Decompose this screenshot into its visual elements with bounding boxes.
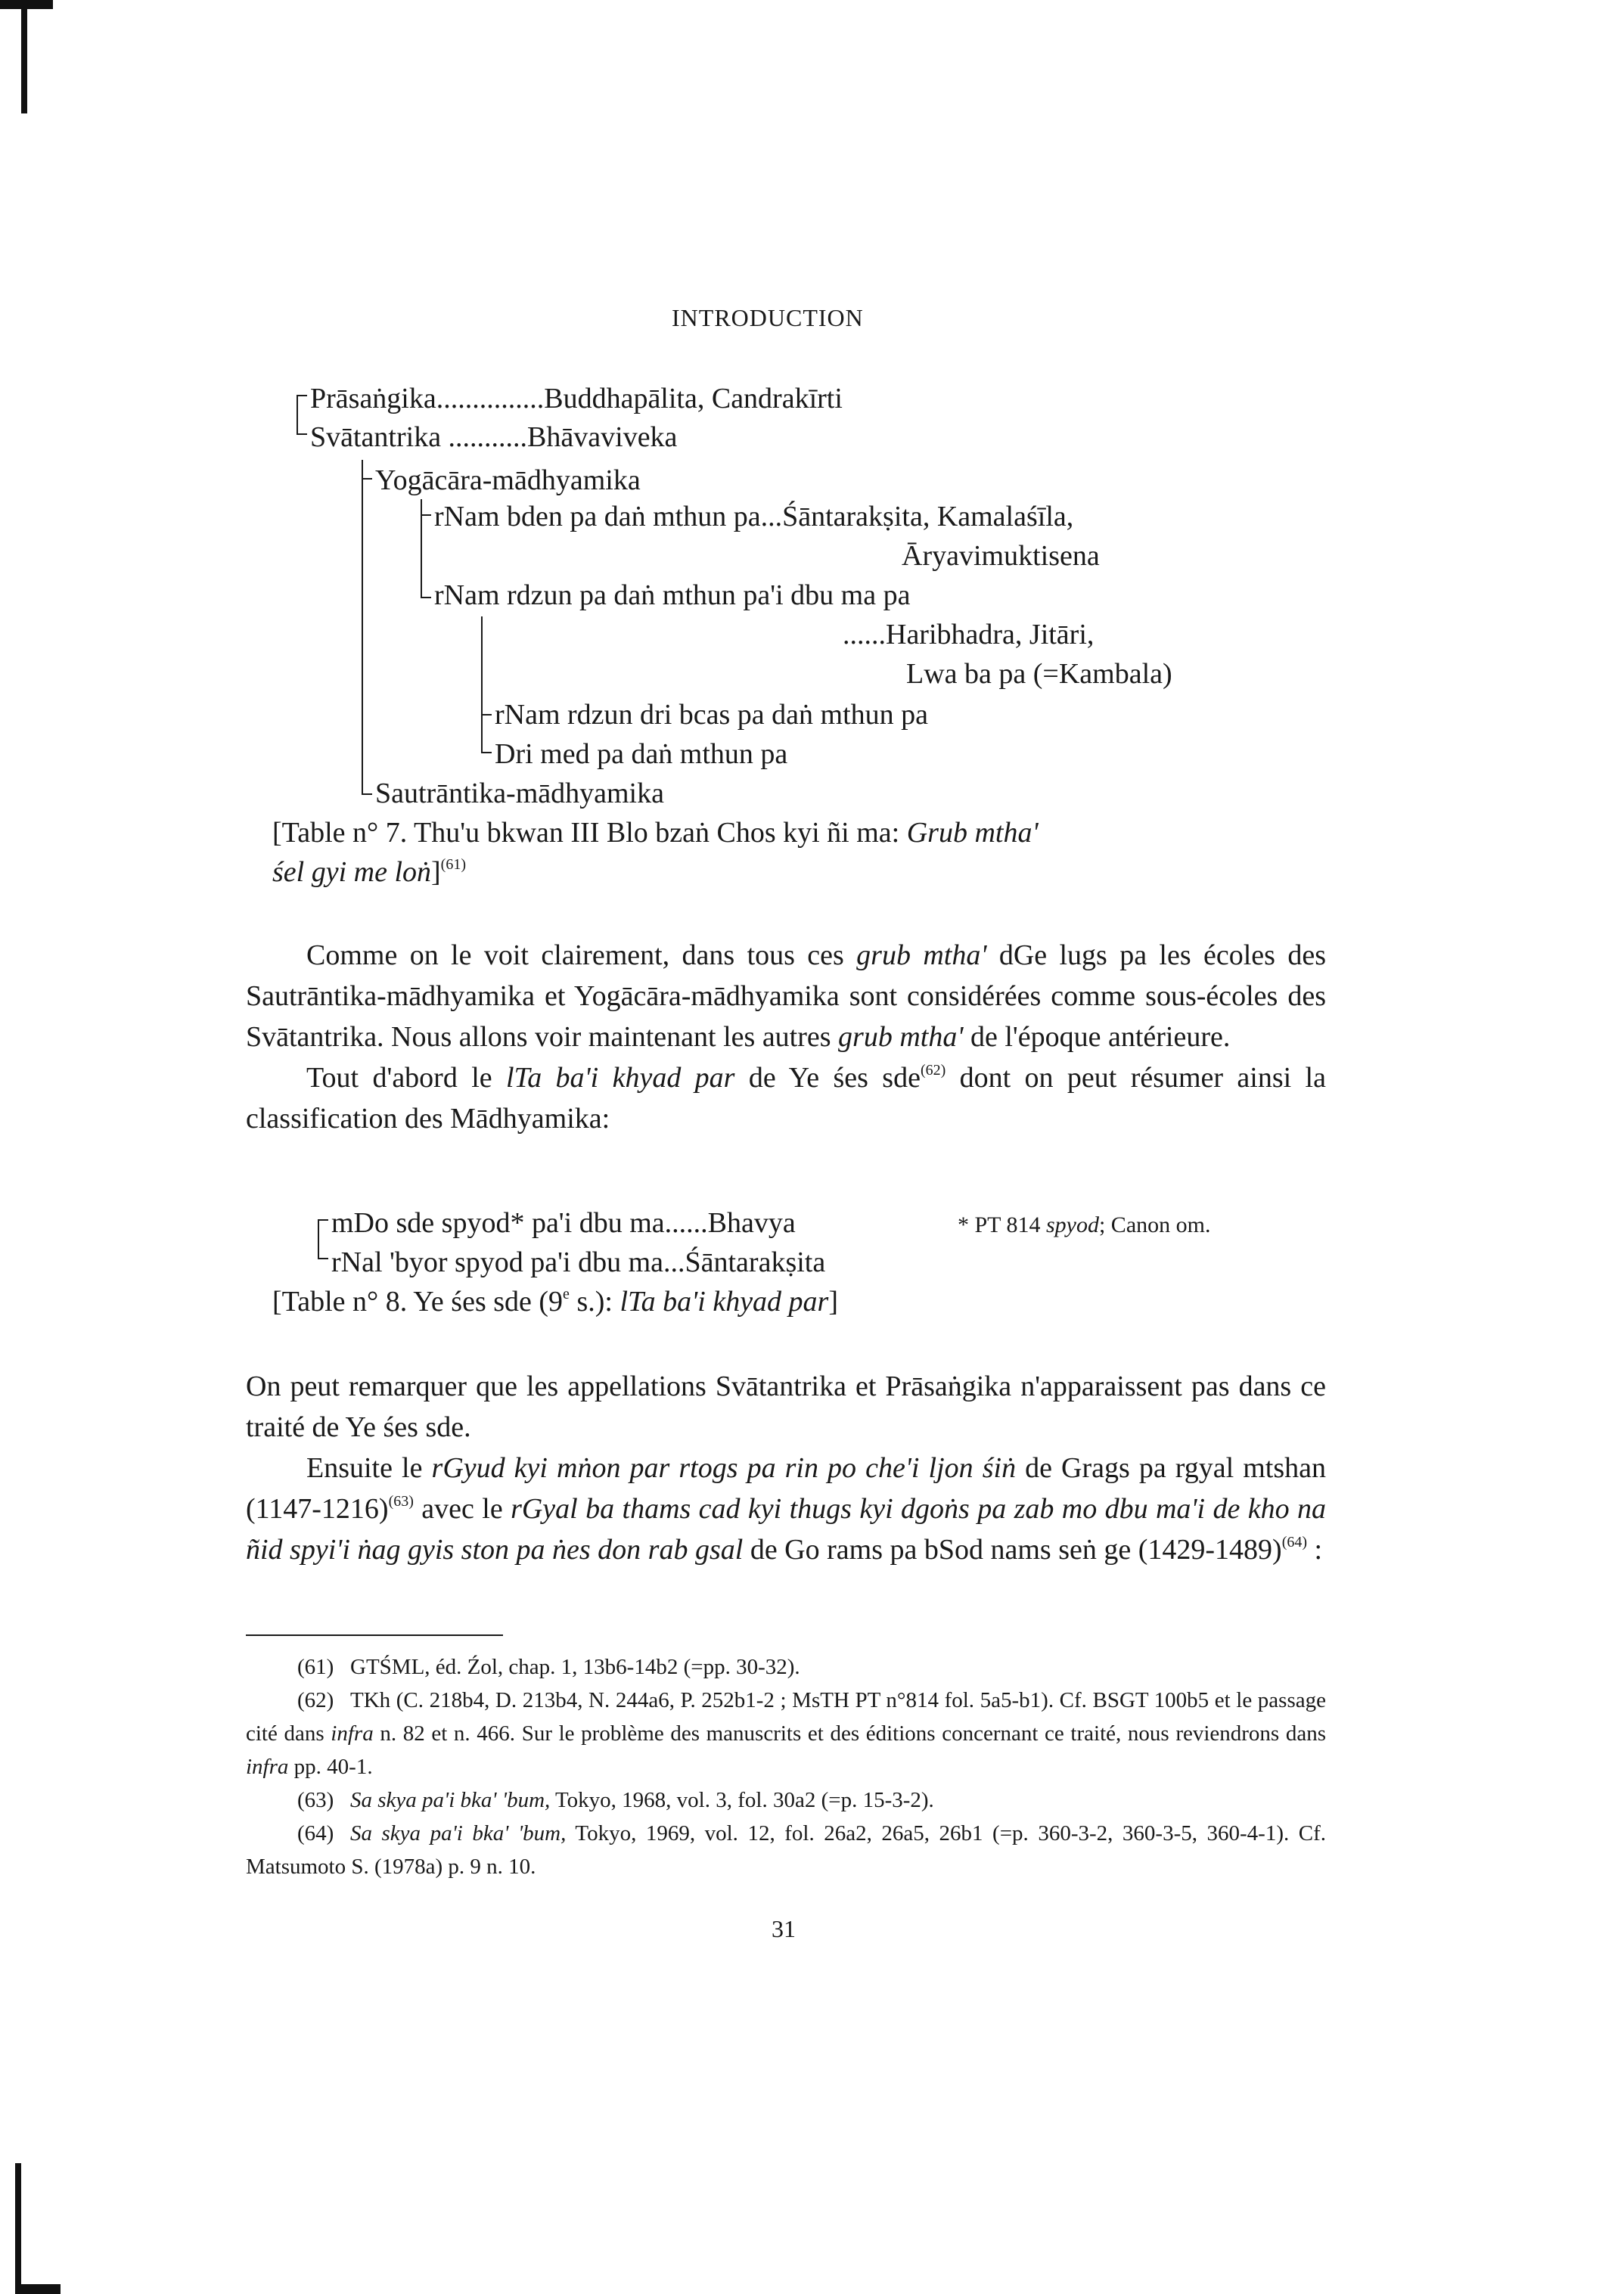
tree-item-rnal-byor: rNal 'byor spyod pa'i dbu ma...Śāntarakṣita xyxy=(331,1246,826,1278)
paragraph-1: Comme on le voit clairement, dans tous ces grub mtha' dGe lugs pa les écoles des Sautrāntika-mādhyamika et Yogācāra-mādhyamika sont considérées comme sous-écoles des Svātantrika. Nous allons voir maintenant les autres grub mtha' de l'époque antérieure. xyxy=(246,939,1326,1053)
tree-item-dri-bcas: rNam rdzun dri bcas pa daṅ mthun pa xyxy=(495,699,928,731)
scan-mark-bottom-foot xyxy=(15,2284,61,2294)
footnote-61: (61) GTŚML, éd. Źol, chap. 1, 13b6-14b2 (=pp. 30-32). xyxy=(297,1655,800,1679)
tree-item-aryavimuktisena: Āryavimuktisena xyxy=(902,540,1100,572)
table-caption-7-line2: śel gyi me loṅ]$^{(61)}$ xyxy=(272,856,466,888)
table-caption-7: [Table n° 7. Thu'u bkwan III Blo bzaṅ Chos kyi ñi ma: Grub mtha' xyxy=(272,817,1039,849)
tree-item-svatantrika: Svātantrika ...........Bhāvaviveka xyxy=(310,421,678,453)
footnote-62: (62) TKh (C. 218b4, D. 213b4, N. 244a6, P. 252b1-2 ; MsTH PT n°814 fol. 5a5-b1). Cf. BSGT 100b5 et le passage cité dans infra n. 82 et n. 466. Sur le problème des manuscrits et des éditions concernant ce traité, nous reviendrons dans infra pp. 40-1. xyxy=(246,1688,1327,1779)
tree-item-yogacara: Yogācāra-mādhyamika xyxy=(375,464,641,496)
page-number: 31 xyxy=(772,1915,796,1942)
scan-mark-bottom xyxy=(15,2163,21,2294)
body-text-block-2 xyxy=(246,1366,1326,1570)
tree-item-lwa-ba-pa: Lwa ba pa (=Kambala) xyxy=(906,658,1172,690)
tree-item-haribhadra: ......Haribhadra, Jitāri, xyxy=(843,619,1095,650)
tree-item-dri-med: Dri med pa daṅ mthun pa xyxy=(495,738,788,770)
table-caption-8: [Table n° 8. Ye śes sde (9e s.): lTa ba'i khyad par] xyxy=(272,1286,839,1318)
footnotes xyxy=(246,1650,1326,1883)
footnote-rule xyxy=(246,1634,503,1636)
tree-note: * PT 814 spyod; Canon om. xyxy=(958,1212,1211,1237)
body-text-block-1 xyxy=(246,935,1326,1139)
tree-item-prasangika: Prāsaṅgika...............Buddhapālita, Candrakīrti xyxy=(310,383,843,414)
tree-item-rnam-rdzun: rNam rdzun pa daṅ mthun pa'i dbu ma pa xyxy=(434,579,911,611)
paragraph-3: On peut remarquer que les appellations Svātantrika et Prāsaṅgika n'apparaissent pas dans ce traité de Ye śes sde. xyxy=(246,1371,1326,1443)
paragraph-4: Ensuite le rGyud kyi mṅon par rtogs pa rin po che'i ljon śiṅ de Grags pa rgyal mtshan (1147-1216)$^{(63)}$ avec le rGyal ba thams cad kyi thugs kyi dgoṅs pa zab mo dbu ma'i de kho na ñid spyi'i ṅag gyis ston pa ṅes don rab gsal de Go rams pa bSod nams seṅ ge (1429-1489)$^{(64)}$ : xyxy=(246,1452,1327,1566)
tree-item-sautrantika: Sautrāntika-mādhyamika xyxy=(375,778,664,809)
footnote-64: (64) Sa skya pa'i bka' 'bum, Tokyo, 1969, vol. 12, fol. 26a2, 26a5, 26b1 (=p. 360-3-2, 360-3-5, 360-4-1). Cf. Matsumoto S. (1978a) p. 9 n. 10. xyxy=(246,1821,1327,1879)
tree-item-mdo-sde: mDo sde spyod* pa'i dbu ma......Bhavya xyxy=(331,1207,796,1239)
scan-mark-top-stem xyxy=(21,0,27,113)
tree-item-rnam-bden: rNam bden pa daṅ mthun pa...Śāntarakṣita, Kamalaśīla, xyxy=(434,501,1074,532)
paragraph-2: Tout d'abord le lTa ba'i khyad par de Ye śes sde$^{(62)}$ dont on peut résumer ainsi la classification des Mādhyamika: xyxy=(246,1062,1326,1135)
running-header: INTRODUCTION xyxy=(672,304,864,331)
footnote-63: (63) Sa skya pa'i bka' 'bum, Tokyo, 1968, vol. 3, fol. 30a2 (=p. 15-3-2). xyxy=(297,1788,934,1812)
